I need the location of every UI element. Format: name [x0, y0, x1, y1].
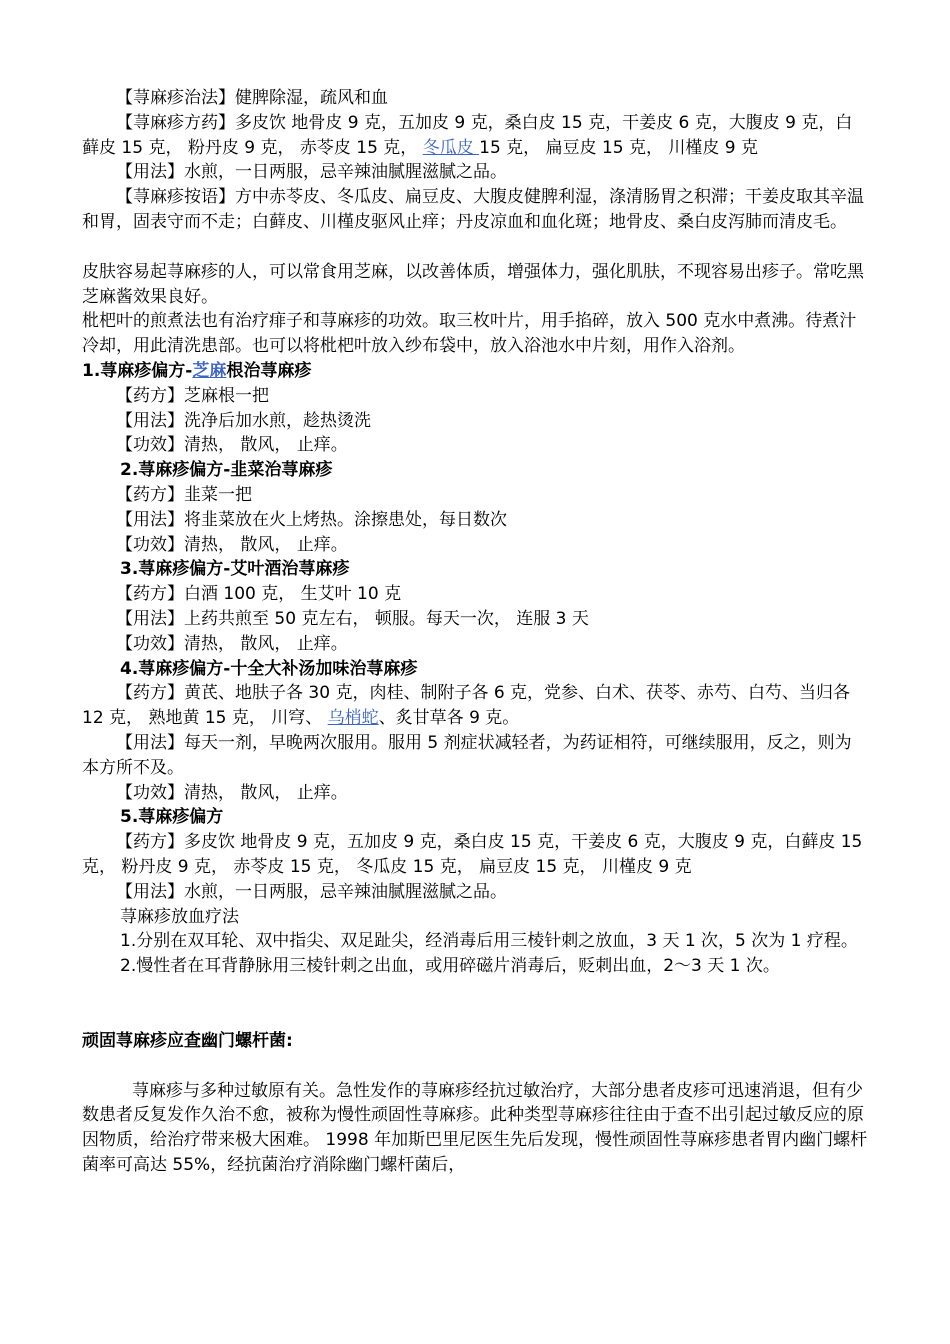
- spacer: [82, 1054, 868, 1079]
- recipe-5-usage: 【用法】水煎，一日两服，忌辛辣油腻腥滋腻之品。: [116, 881, 507, 902]
- commentary-paragraph: 【荨麻疹按语】方中赤苓皮、冬瓜皮、扁豆皮、大腹皮健脾利湿，涤清肠胃之积滞；干姜皮取其辛温和胃，固表守而不走；白藓皮、川槿皮驱风止痒；丹皮凉血和血化斑；地骨皮、桑白皮泻肺而清皮毛。: [82, 187, 864, 232]
- bloodletting-item-2: 2.慢性者在耳背静脉用三棱针刺之出血，或用碎磁片消毒后，贬刺出血，2～3 天 1 次。: [120, 956, 780, 977]
- recipe-1-effect: 【功效】清热， 散风， 止痒。: [116, 435, 348, 456]
- bloodletting-title: 荨麻疹放血疗法: [120, 906, 239, 927]
- recipe-4-effect: 【功效】清热， 散风， 止痒。: [116, 782, 348, 803]
- prescription-text: 【荨麻疹方药】多皮饮 地骨皮 9 克，五加皮 9 克，桑白皮 15 克，干姜皮 6 克，大腹皮 9 克，白藓皮 15 克， 粉丹皮 9 克， 赤苓皮 15 克，: [82, 112, 853, 158]
- recipe-4-formula-end: 、炙甘草各 9 克。: [378, 708, 520, 729]
- recipe-2-title: 2.荨麻疹偏方-韭菜治荨麻疹: [120, 460, 333, 481]
- recipe-1-title-prefix: 1.荨麻疹偏方-: [82, 360, 193, 381]
- link-dongguapi[interactable]: 冬瓜皮: [422, 137, 480, 158]
- link-zhima[interactable]: 芝麻: [192, 360, 227, 381]
- recipe-2-usage: 【用法】将韭菜放在火上烤热。涂擦患处，每日数次: [116, 509, 507, 530]
- recipe-5-formula: 【药方】多皮饮 地骨皮 9 克，五加皮 9 克，桑白皮 15 克，干姜皮 6 克，大腹皮 9 克，白藓皮 15 克， 粉丹皮 9 克， 赤苓皮 15 克， 冬瓜皮 15 克， 扁豆皮 15 克， 川槿皮 9 克: [82, 832, 863, 877]
- recipe-4-formula-text: 【药方】黄芪、地肤子各 30 克，肉桂、制附子各 6 克，党参、白术、茯苓、赤芍、白芍、当归各 12 克， 熟地黄 15 克， 川穹、: [82, 683, 851, 729]
- recipe-4-formula: [82, 681, 868, 731]
- recipe-2-formula: 【药方】韭菜一把: [116, 484, 252, 505]
- bloodletting-item-1: 1.分别在双耳轮、双中指尖、双足趾尖，经消毒后用三棱针刺之放血，3 天 1 次，5 次为 1 疗程。: [120, 931, 858, 952]
- recipe-3-usage: 【用法】上药共煎至 50 克左右， 顿服。每天一次， 连服 3 天: [116, 608, 589, 629]
- recipe-4-usage: 【用法】每天一剂，早晚两次服用。服用 5 剂症状减轻者，为药证相符，可继续服用，反之，则为本方所不及。: [82, 732, 852, 778]
- recipe-1-title-suffix: 根治荨麻疹: [226, 360, 312, 381]
- recipe-2-effect: 【功效】清热， 散风， 止痒。: [116, 534, 348, 555]
- loquat-paragraph: 枇杷叶的煎煮法也有治疗痱子和荨麻疹的功效。取三枚叶片，用手掐碎，放入 500 克水中煮沸。待煮汁冷却，用此清洗患部。也可以将枇杷叶放入纱布袋中，放入浴池水中片刻，用作入浴剂。: [82, 311, 857, 357]
- sesame-paragraph: 皮肤容易起荨麻疹的人，可以常食用芝麻，以改善体质，增强体力，强化肌肤，不现容易出疹子。常吃黑芝麻酱效果良好。: [82, 261, 864, 307]
- hp-heading: 顽固荨麻疹应查幽门螺杆菌:: [82, 1030, 293, 1051]
- prescription-paragraph: [82, 111, 868, 161]
- treatment-principle: 【荨麻疹治法】健脾除湿，疏风和血: [116, 88, 388, 108]
- recipe-3-title: 3.荨麻疹偏方-艾叶酒治荨麻疹: [120, 559, 350, 580]
- link-wushaoshe[interactable]: 乌梢蛇: [327, 708, 379, 729]
- recipe-1-formula: 【药方】芝麻根一把: [116, 385, 269, 406]
- usage-paragraph: 【用法】水煎，一日两服，忌辛辣油腻腥滋腻之品。: [116, 162, 507, 183]
- recipe-3-effect: 【功效】清热， 散风， 止痒。: [116, 633, 348, 654]
- recipe-4-title: 4.荨麻疹偏方-十全大补汤加味治荨麻疹: [120, 658, 418, 679]
- recipe-3-formula: 【药方】白酒 100 克， 生艾叶 10 克: [116, 584, 402, 605]
- recipe-1-title: [82, 359, 868, 384]
- document-page: [82, 86, 868, 1178]
- spacer: [82, 979, 868, 1029]
- recipe-5-title: 5.荨麻疹偏方: [120, 807, 224, 828]
- prescription-text-end: 15 克， 扁豆皮 15 克， 川槿皮 9 克: [479, 137, 759, 158]
- spacer: [82, 235, 868, 260]
- hp-body: 荨麻疹与多种过敏原有关。急性发作的荨麻疹经抗过敏治疗，大部分患者皮疹可迅速消退，但有少数患者反复发作久治不愈，被称为慢性顽固性荨麻疹。此种类型荨麻疹往往由于查不出引起过敏反应的原因物质，给治疗带来极大困难。 1998 年加斯巴里尼医生先后发现，慢性顽固性荨麻疹患者胃内幽门螺杆菌率可高达 55%，经抗菌治疗消除幽门螺杆菌后，: [82, 1080, 868, 1176]
- recipe-1-usage: 【用法】洗净后加水煎，趁热烫洗: [116, 410, 371, 431]
